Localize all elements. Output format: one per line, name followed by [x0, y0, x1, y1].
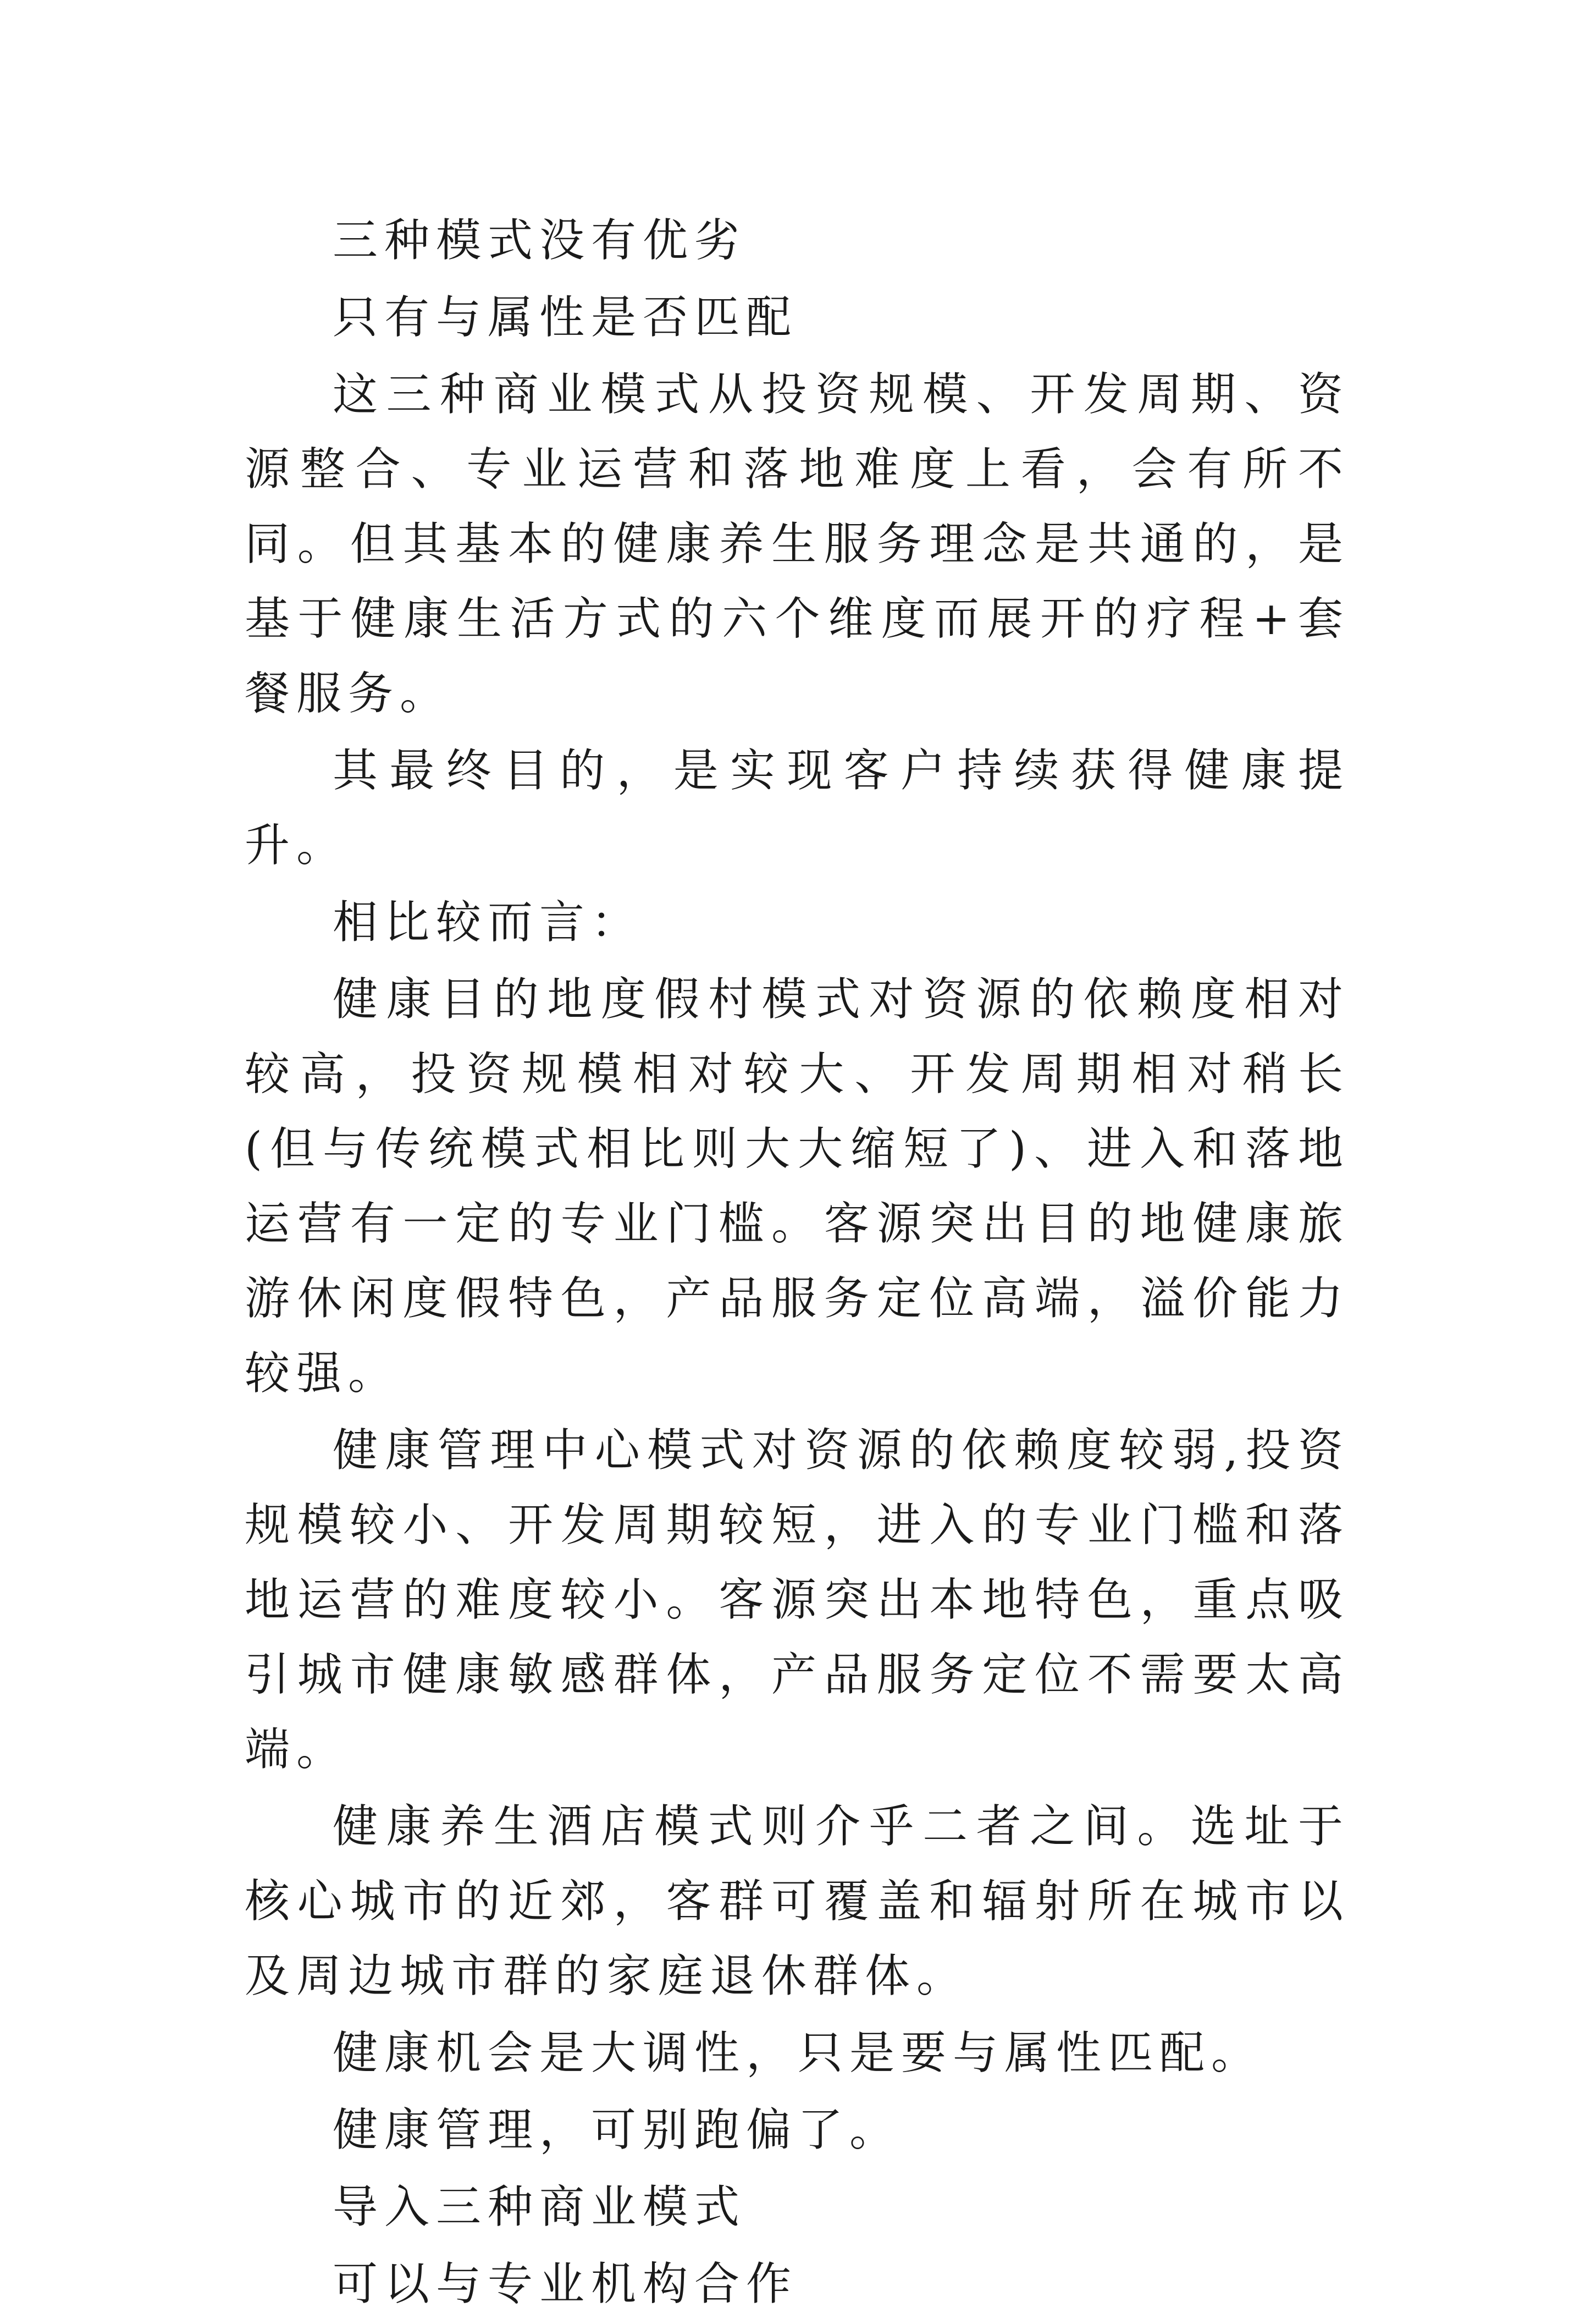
paragraph-warning: 健康管理，可别跑偏了。 — [333, 2104, 902, 2156]
heading-line-1: 三种模式没有优劣 — [333, 214, 747, 267]
paragraph-resort-model: 健康目的地度假村模式对资源的依赖度相对较高，投资规模相对较大、开发周期相对稍长(但与传统模式相比则大大缩短了)、进入和落地运营有一定的专业门槛。客源突出目的地健康旅游休闲度假特色，产品服务定位高端，溢价能力较强。 — [245, 973, 1350, 1400]
paragraph-cooperation: 可以与专业机构合作 — [333, 2258, 798, 2310]
paragraph-ultimate-goal: 其最终目的，是实现客户持续获得健康提升。 — [245, 745, 1350, 872]
paragraph-opportunity: 健康机会是大调性，只是要与属性匹配。 — [333, 2027, 1263, 2079]
document-body — [245, 203, 1350, 2324]
paragraph-business-models: 这三种商业模式从投资规模、开发周期、资源整合、专业运营和落地难度上看，会有所不同。但其基本的健康养生服务理念是共通的，是基于健康生活方式的六个维度而展开的疗程+套餐服务。 — [245, 368, 1350, 720]
paragraph-import-models: 导入三种商业模式 — [333, 2181, 747, 2233]
paragraph-comparison-intro: 相比较而言： — [333, 896, 643, 949]
heading-line-2: 只有与属性是否匹配 — [333, 291, 798, 344]
paragraph-management-center-model: 健康管理中心模式对资源的依赖度较弱,投资规模较小、开发周期较短，进入的专业门槛和落地运营的难度较小。客源突出本地特色，重点吸引城市健康敏感群体，产品服务定位不需要太高端。 — [245, 1424, 1350, 1776]
paragraph-hotel-model: 健康养生酒店模式则介乎二者之间。选址于核心城市的近郊，客群可覆盖和辐射所在城市以及周边城市群的家庭退休群体。 — [245, 1800, 1350, 2002]
